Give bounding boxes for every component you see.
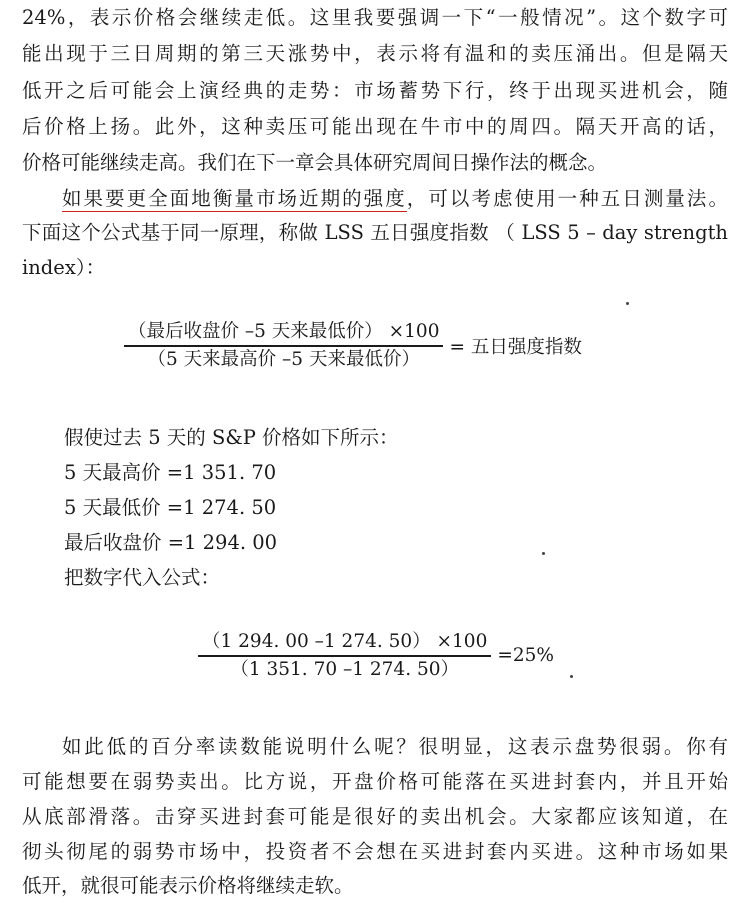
scan-speck xyxy=(570,675,573,678)
body-text-line: 价格可能继续走高。我们在下一章会具体研究周间日操作法的概念。 xyxy=(22,151,608,174)
body-text-line: 从底部滑落。击穿买进封套可能是很好的卖出机会。大家都应该知道，在 xyxy=(22,805,728,828)
body-text-line: 后价格上扬。此外，这种卖压可能出现在牛市中的周四。隔天开高的话， xyxy=(22,115,728,138)
formula-result: = 五日强度指数 xyxy=(449,336,582,358)
body-text-line: 如此低的百分率读数能说明什么呢？很明显，这表示盘势很弱。你有 xyxy=(62,735,728,758)
formula-denominator: （1 351. 70 –1 274. 50） xyxy=(230,658,460,680)
fraction-bar xyxy=(124,345,443,347)
fraction xyxy=(198,630,491,682)
body-text-line: 能出现于三日周期的第三天涨势中，表示将有温和的卖压涌出。但是隔天 xyxy=(22,42,728,65)
body-text-line: 下面这个公式基于同一原理，称做 LSS 五日强度指数 （ LSS 5 – day strength xyxy=(22,221,728,244)
substitute-text: 把数字代入公式： xyxy=(64,566,221,589)
body-text-line: 24%，表示价格会继续走低。这里我要强调一下“一般情况”。这个数字可 xyxy=(22,6,728,29)
body-text-line: 彻头彻尾的弱势市场中，投资者不会想在买进封套内买进。这种市场如果 xyxy=(22,840,728,863)
formula-denominator: （5 天来最高价 –5 天来最低价） xyxy=(147,348,420,370)
strength-index-formula xyxy=(124,320,582,372)
fraction-bar xyxy=(198,655,491,657)
scan-speck xyxy=(542,552,545,555)
formula-numerator: （1 294. 00 –1 274. 50） ×100 xyxy=(202,631,488,652)
example-intro: 假使过去 5 天的 S&P 价格如下所示： xyxy=(64,426,399,449)
formula-result: =25% xyxy=(497,645,554,667)
last-close: 最后收盘价 =1 294. 00 xyxy=(64,531,278,554)
body-text-line: 低开，就很可能表示价格将继续走软。 xyxy=(22,874,354,897)
body-text-line: 低开之后可能会上演经典的走势：市场蓄势下行，终于出现买进机会，随 xyxy=(22,79,728,102)
highlighted-phrase: 如果要更全面地衡量市场近期的强度 xyxy=(62,187,407,210)
fraction xyxy=(124,320,443,372)
example-formula xyxy=(198,630,554,682)
formula-numerator: （最后收盘价 –5 天来最低价） ×100 xyxy=(128,321,440,342)
body-text-line: index）： xyxy=(22,256,106,279)
five-day-low: 5 天最低价 =1 274. 50 xyxy=(64,496,277,519)
body-text-line xyxy=(62,185,728,213)
body-text-line: 可能想要在弱势卖出。比方说，开盘价格可能落在买进封套内，并且开始 xyxy=(22,770,728,793)
scan-speck xyxy=(626,302,629,305)
text-run: ，可以考虑使用一种五日测量法。 xyxy=(406,187,728,210)
five-day-high: 5 天最高价 =1 351. 70 xyxy=(64,461,277,484)
